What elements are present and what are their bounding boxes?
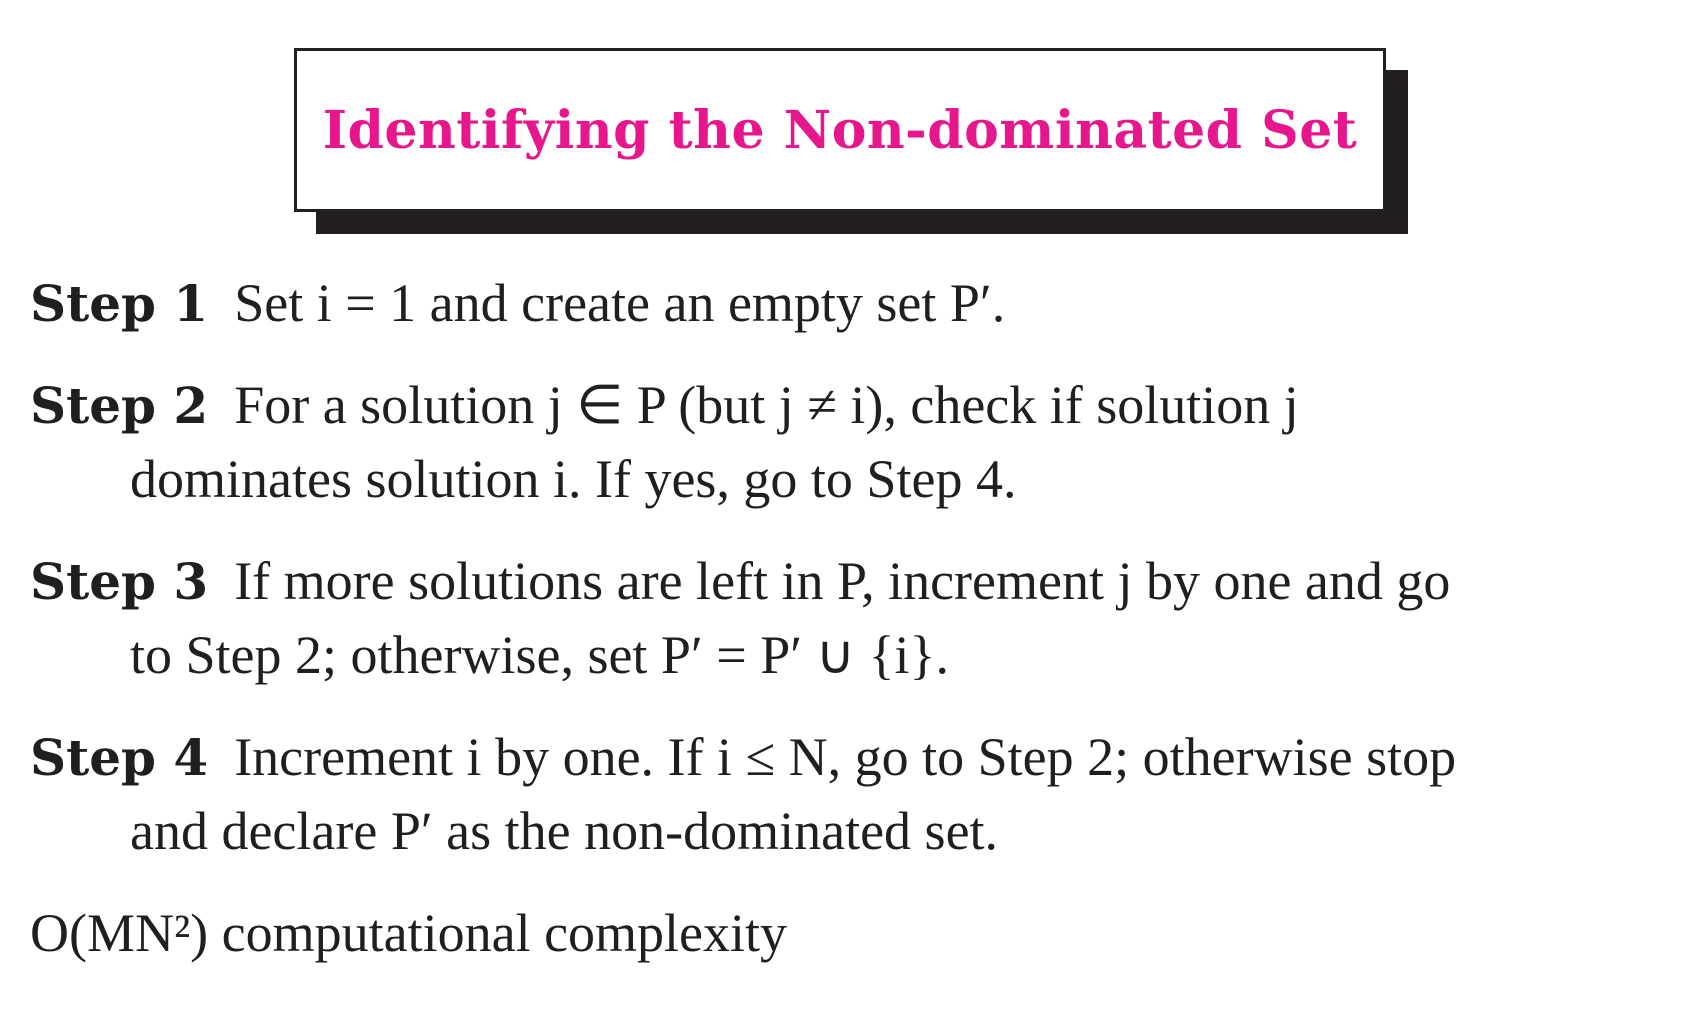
step-label: Step 1 — [30, 274, 209, 333]
step-4-continuation: and declare P′ as the non-dominated set. — [130, 801, 999, 861]
step-2-continuation: dominates solution i. If yes, go to Step 4. — [130, 449, 1017, 509]
step-label: Step 2 — [30, 376, 209, 435]
step-3 — [30, 542, 1670, 621]
step-2 — [30, 366, 1670, 445]
step-text: Increment i by one. If i ≤ N, go to Step 2; otherwise stop — [234, 727, 1457, 787]
title-box-frame — [294, 48, 1386, 212]
step-label: Step 3 — [30, 552, 209, 611]
step-label: Step 4 — [30, 728, 209, 787]
step-text: If more solutions are left in P, increment j by one and go — [234, 551, 1451, 611]
step-1 — [30, 264, 1670, 343]
step-text: For a solution j ∈ P (but j ≠ i), check if solution j — [234, 375, 1299, 435]
step-3-continuation: to Step 2; otherwise, set P′ = P′ ∪ {i}. — [130, 625, 949, 685]
step-text: Set i = 1 and create an empty set P′. — [234, 273, 1006, 333]
page-title: Identifying the Non-dominated Set — [322, 99, 1358, 161]
title-box — [294, 48, 1386, 212]
complexity-note: O(MN²) computational complexity — [30, 903, 788, 963]
step-4 — [30, 718, 1670, 797]
